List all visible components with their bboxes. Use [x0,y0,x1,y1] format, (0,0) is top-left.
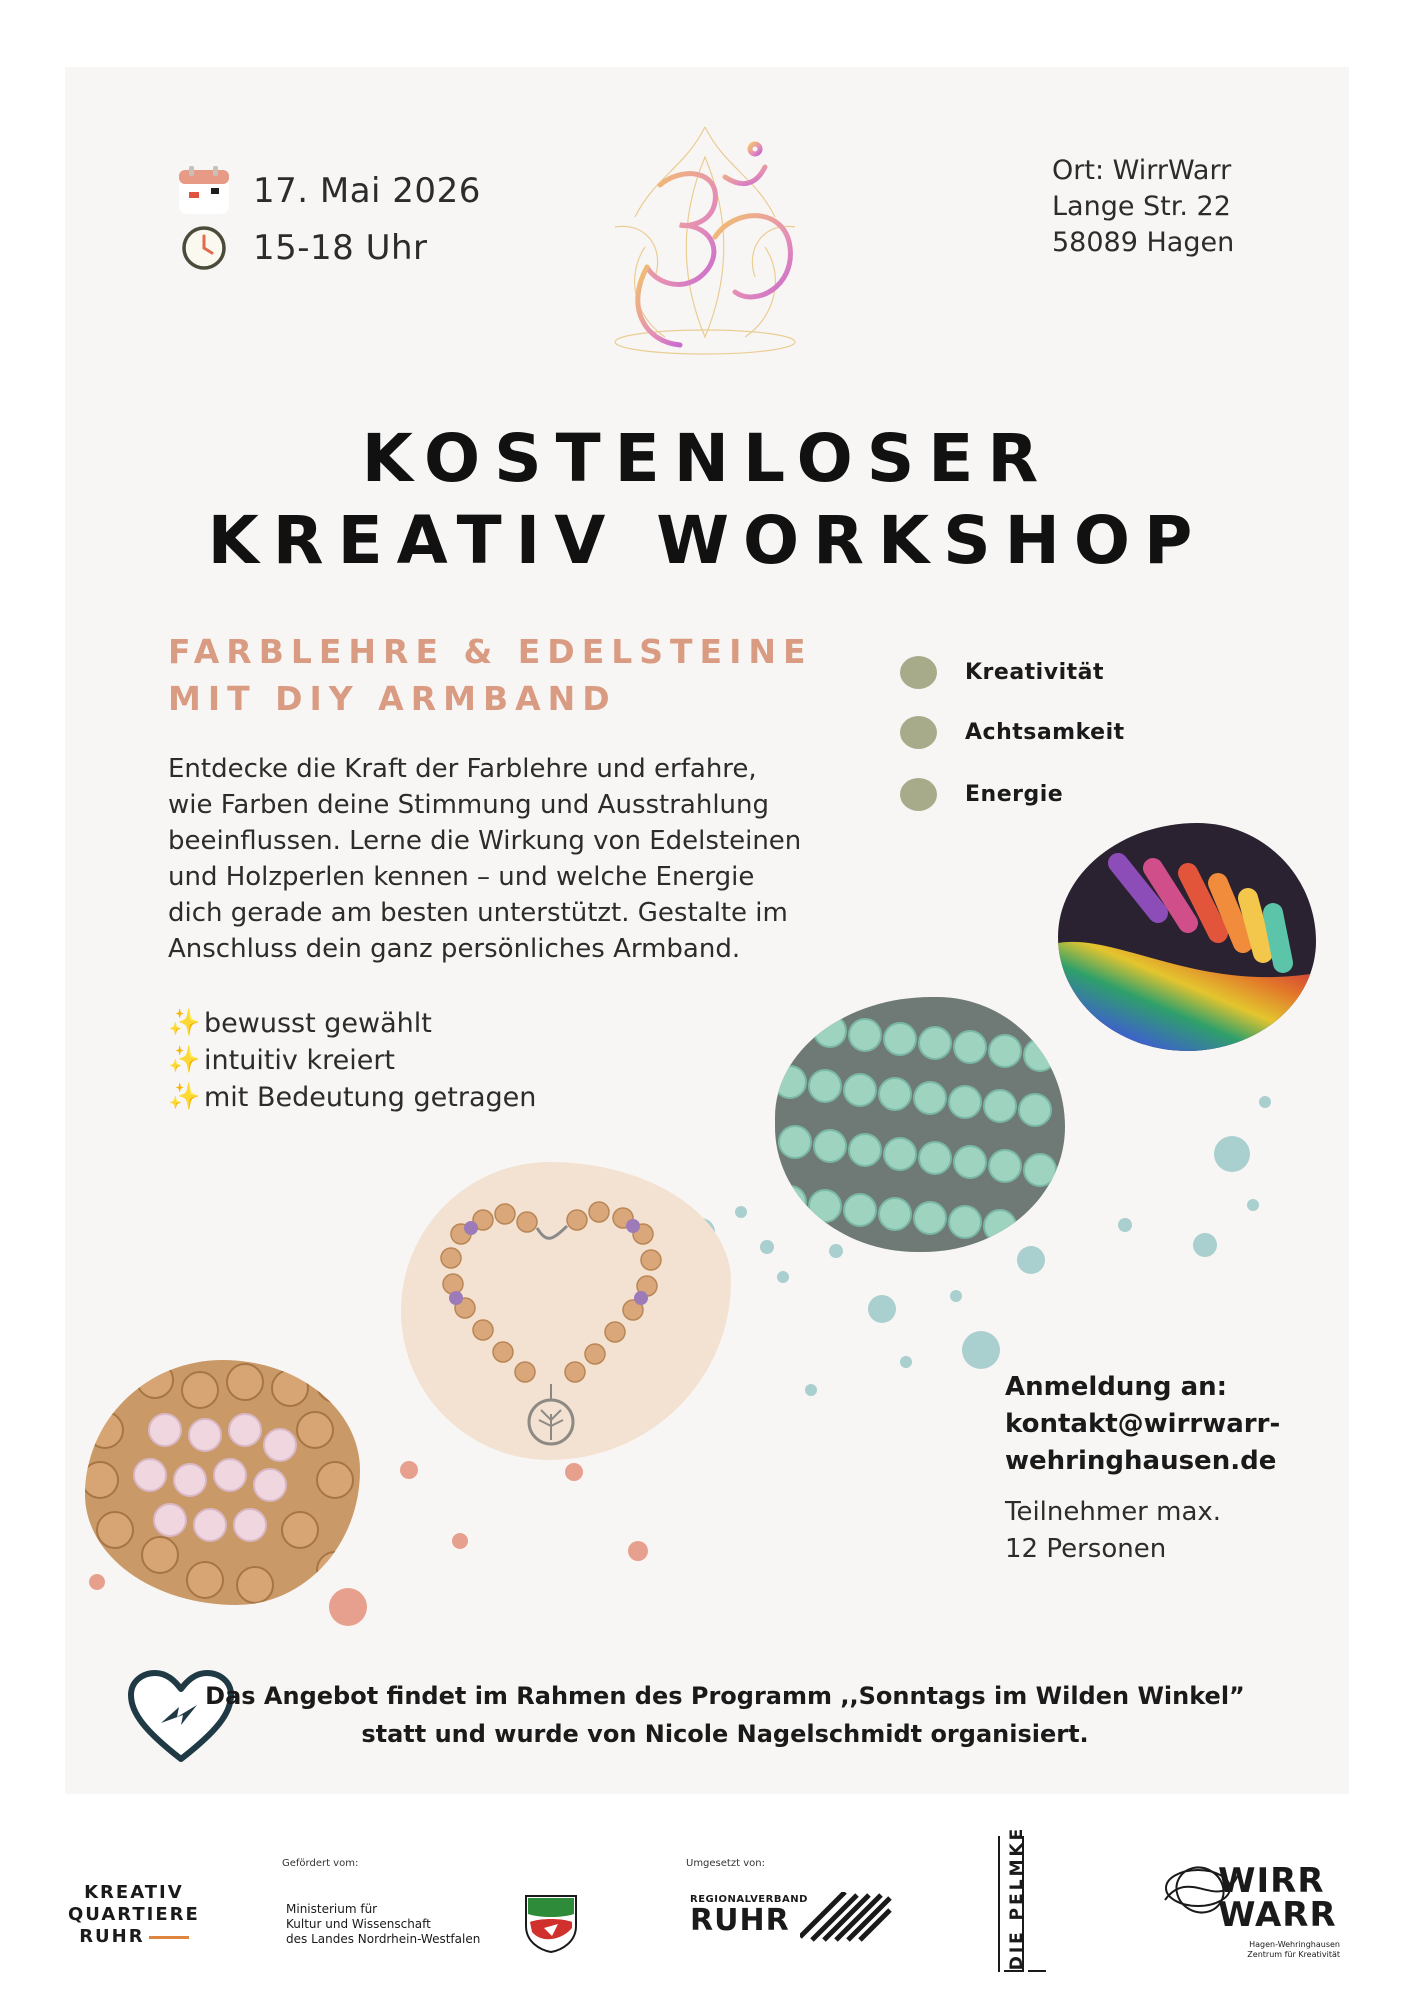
bullet-text: mit Bedeutung getragen [204,1082,537,1113]
wirrwarr-logo [1160,1860,1350,1970]
sparkle-icon: ✨ [168,1045,201,1075]
ministry-logo-text [286,1902,480,1947]
tag-label: Energie [965,781,1064,807]
rvr-stripes-icon [800,1892,892,1942]
bullet-text: intuitiv kreiert [204,1045,396,1076]
logo-underline [149,1936,189,1939]
ministry-line: des Landes Nordrhein-Westfalen [286,1932,481,1946]
registration-email[interactable]: wehringhausen.de [1005,1446,1277,1476]
registration-email[interactable]: kontakt@wirrwarr- [1005,1409,1281,1439]
logo-text: QUARTIERE [68,1904,200,1925]
wirrwarr-sub-line: Hagen-Wehringhausen [1249,1940,1340,1949]
green-beads-photo [775,997,1065,1252]
tag-label: Kreativität [965,659,1104,685]
wirrwarr-text: WIRR WARR [1218,1861,1337,1935]
ministry-line: Ministerium für [286,1902,378,1916]
tag-label: Achtsamkeit [965,719,1125,745]
rvr-logo [690,1894,808,1937]
registration-heading: Anmeldung an: [1005,1372,1228,1402]
registration-info [1005,1369,1280,1568]
bullet-text: bewusst gewählt [204,1008,432,1039]
program-note-line: statt und wurde von Nicole Nagelschmidt organisiert. [361,1720,1089,1748]
bead-pattern [775,997,1065,1252]
page-title-line1: KOSTENLOSER [361,420,1053,497]
wood-quartz-beads-photo [85,1360,360,1605]
die-pelmke-logo [992,1825,1082,1978]
logo-text: RUHR [79,1926,145,1947]
event-time: 15-18 Uhr [253,228,428,268]
rvr-big-text: RUHR [690,1903,790,1938]
poster [65,67,1349,1794]
program-note-line: Das Angebot findet im Rahmen des Programm ,,Sonntags im Wilden Winkel” [205,1682,1245,1710]
chalk-rainbow-photo [1058,823,1316,1051]
sparkle-icon: ✨ [168,1082,201,1112]
participants-info: 12 Personen [1005,1534,1167,1564]
participants-info: Teilnehmer max. [1005,1497,1222,1527]
program-note [190,1677,1260,1753]
description-line: beeinflussen. Lerne die Wirkung von Edelsteinen [168,826,802,856]
location-line: Ort: WirrWarr [1052,155,1232,186]
wirrwarr-subtitle [1230,1940,1340,1960]
pelmke-text: DIE PELMKE [1007,1825,1027,1971]
kreativ-quartiere-logo [68,1882,200,1948]
event-date: 17. Mai 2026 [253,171,481,211]
location-line: 58089 Hagen [1052,227,1235,258]
implemented-by-label: Umgesetzt von: [686,1858,765,1869]
subtitle-line1: FARBLEHRE & EDELSTEINE [168,632,813,671]
logo-text: KREATIV [84,1882,184,1903]
wirrwarr-sub-line: Zentrum für Kreativität [1247,1950,1340,1959]
subtitle-line2: MIT DIY ARMBAND [168,679,617,718]
description-line: wie Farben deine Stimmung und Ausstrahlung [168,790,770,820]
description-line: Entdecke die Kraft der Farblehre und erfahre, [168,754,757,784]
sponsor-logos [0,1800,1414,2000]
description-line: dich gerade am besten unterstützt. Gestalte im [168,898,788,928]
funded-by-label: Gefördert vom: [282,1858,359,1869]
description-line: Anschluss dein ganz persönliches Armband. [168,934,741,964]
location-line: Lange Str. 22 [1052,191,1231,222]
ministry-line: Kultur und Wissenschaft [286,1917,431,1931]
description-line: und Holzperlen kennen – und welche Energie [168,862,755,892]
sparkle-icon: ✨ [168,1008,201,1038]
nrw-coat-of-arms-icon [522,1892,580,1954]
rvr-small-text: REGIONALVERBAND [690,1894,808,1905]
page-title-line2: KREATIV WORKSHOP [207,502,1207,579]
